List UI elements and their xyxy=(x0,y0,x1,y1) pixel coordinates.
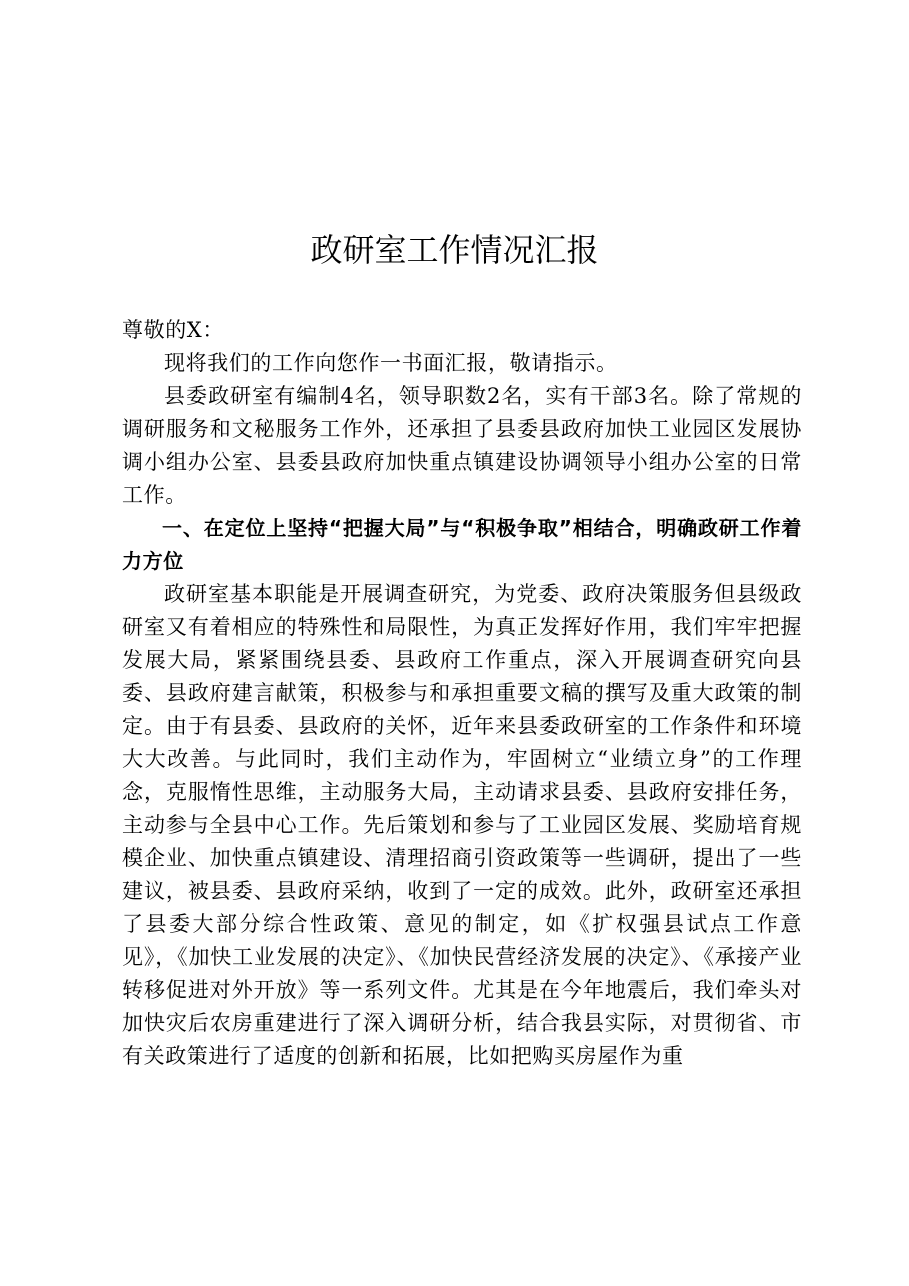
section-1-heading: 一、在定位上坚持“把握大局”与“积极争取”相结合，明确政研工作着力方位 xyxy=(122,516,802,573)
greeting: 尊敬的X： xyxy=(122,318,224,342)
document-title: 政研室工作情况汇报 xyxy=(310,231,599,269)
section-1-paragraph: 政研室基本职能是开展调查研究，为党委、政府决策服务但县级政研室又有着相应的特殊性和局限性，为真正发挥好作用，我们牢牢把握发展大局，紧紧围绕县委、县政府工作重点，深入开展调查研究向县委、县政府建言献策，积极参与和承担重要文稿的撰写及重大政策的制定。由于有县委、县政府的关怀，近年来县委政研室的工作条件和环境大大改善。与此同时，我们主动作为，牢固树立“业绩立身”的工作理念，克服惰性思维，主动服务大局，主动请求县委、县政府安排任务，主动参与全县中心工作。先后策划和参与了工业园区发展、奖励培育规模企业、加快重点镇建设、清理招商引资政策等一些调研，提出了一些建议，被县委、县政府采纳，收到了一定的成效。此外，政研室还承担了县委大部分综合性政策、意见的制定，如《扩权强县试点工作意见》，《加快工业发展的决定》、《加快民营经济发展的决定》、《承接产业转移促进对外开放》等一系列文件。尤其是在今年地震后，我们牵头对加快灾后农房重建进行了深入调研分析，结合我县实际，对贯彻省、市有关政策进行了适度的创新和拓展，比如把购买房屋作为重 xyxy=(122,582,802,1068)
intro-paragraph: 现将我们的工作向您作一书面汇报，敬请指示。 xyxy=(164,351,618,375)
document-body xyxy=(122,314,802,1073)
overview-paragraph: 县委政研室有编制4名，领导职数2名，实有干部3名。除了常规的调研服务和文秘服务工作外，还承担了县委县政府加快工业园区发展协调小组办公室、县委县政府加快重点镇建设协调领导小组办公室的日常工作。 xyxy=(122,384,802,507)
